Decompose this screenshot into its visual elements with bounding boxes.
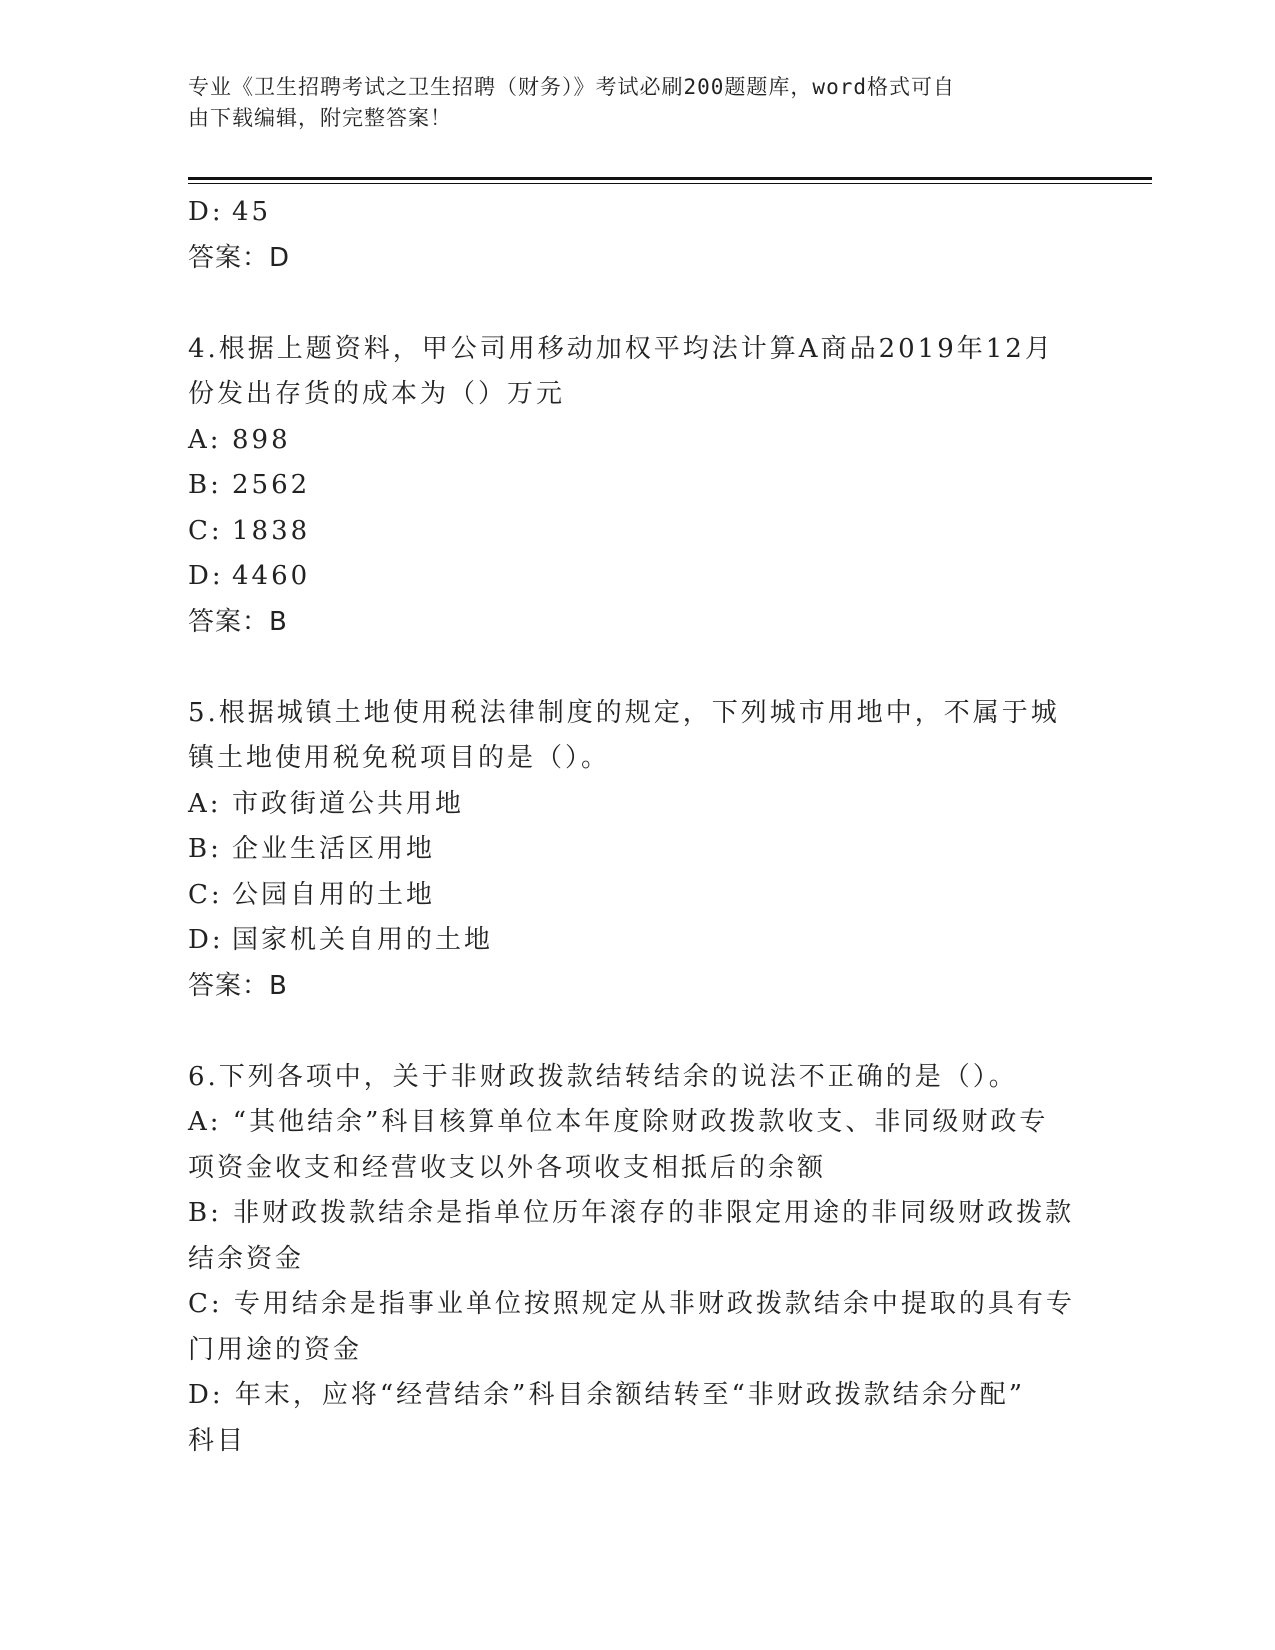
spacer — [188, 281, 1088, 327]
q5-option-d — [188, 918, 1088, 964]
q5-option-c — [188, 873, 1088, 919]
option-label: C: — [188, 515, 223, 546]
q4-option-a — [188, 418, 1088, 464]
option-label: D: — [188, 925, 224, 955]
q4-answer: 答案：B — [188, 606, 288, 637]
q3-answer: 答案：D — [188, 242, 291, 273]
option-text: 国家机关自用的土地 — [232, 925, 494, 955]
option-label: C: — [188, 879, 223, 910]
header-divider-thick — [188, 177, 1152, 180]
header-title-line-2: 由下载编辑，附完整答案！ — [188, 106, 452, 130]
q5-answer: 答案：B — [188, 970, 288, 1001]
question-content — [188, 190, 1088, 1464]
spacer — [188, 1009, 1088, 1055]
option-text: 公园自用的土地 — [232, 879, 436, 910]
q5-option-b — [188, 827, 1088, 873]
q6-option-d-line-2: 科目 — [188, 1425, 247, 1456]
page-header — [188, 72, 1068, 134]
q4-option-c — [188, 509, 1088, 555]
option-text: 企业生活区用地 — [232, 834, 436, 864]
q5-option-a — [188, 782, 1088, 828]
q5-stem-line-2: 镇土地使用税免税项目的是（）。 — [188, 743, 611, 773]
option-text: 市政街道公共用地 — [232, 788, 465, 819]
q4-stem-line-2: 份发出存货的成本为（）万元 — [188, 379, 566, 409]
option-label: A: — [188, 788, 222, 819]
header-title-line-1: 专业《卫生招聘考试之卫生招聘（财务）》考试必刷200题题库，word格式可自 — [188, 75, 955, 99]
q6-option-b-line-2: 结余资金 — [188, 1243, 305, 1274]
q6-option-a-line-1: A: “其他结余”科目核算单位本年度除财政拨款收支、非同级财政专 — [188, 1107, 1049, 1137]
q4-option-b — [188, 463, 1088, 509]
option-text: 2562 — [232, 470, 311, 500]
header-divider-thin — [188, 183, 1152, 184]
q6-option-d-line-1: D: 年末，应将“经营结余”科目余额结转至“非财政拨款结余分配” — [188, 1380, 1026, 1410]
q6-option-c-line-1: C: 专用结余是指事业单位按照规定从非财政拨款结余中提取的具有专 — [188, 1289, 1075, 1319]
q4-stem-line-1: 4.根据上题资料，甲公司用移动加权平均法计算A商品2019年12月 — [188, 333, 1054, 364]
option-text: 1838 — [232, 515, 311, 546]
option-text: 4460 — [232, 561, 311, 591]
q6-option-c-line-2: 门用途的资金 — [188, 1334, 363, 1365]
option-label: B: — [188, 470, 222, 500]
q6-option-b-line-1: B: 非财政拨款结余是指单位历年滚存的非限定用途的非同级财政拨款 — [188, 1198, 1075, 1228]
q4-option-d — [188, 554, 1088, 600]
spacer — [188, 645, 1088, 691]
option-label: B: — [188, 834, 222, 864]
option-label: D: — [188, 561, 224, 591]
option-text: 45 — [232, 197, 272, 227]
q6-stem-line-1: 6.下列各项中，关于非财政拨款结转结余的说法不正确的是（）。 — [188, 1061, 1018, 1092]
q6-option-a-line-2: 项资金收支和经营收支以外各项收支相抵后的余额 — [188, 1152, 827, 1183]
option-label: A: — [188, 424, 222, 455]
q5-stem-line-1: 5.根据城镇土地使用税法律制度的规定，下列城市用地中，不属于城 — [188, 697, 1060, 728]
option-label: D: — [188, 197, 224, 227]
q3-option-d — [188, 190, 1088, 236]
option-text: 898 — [232, 424, 291, 455]
